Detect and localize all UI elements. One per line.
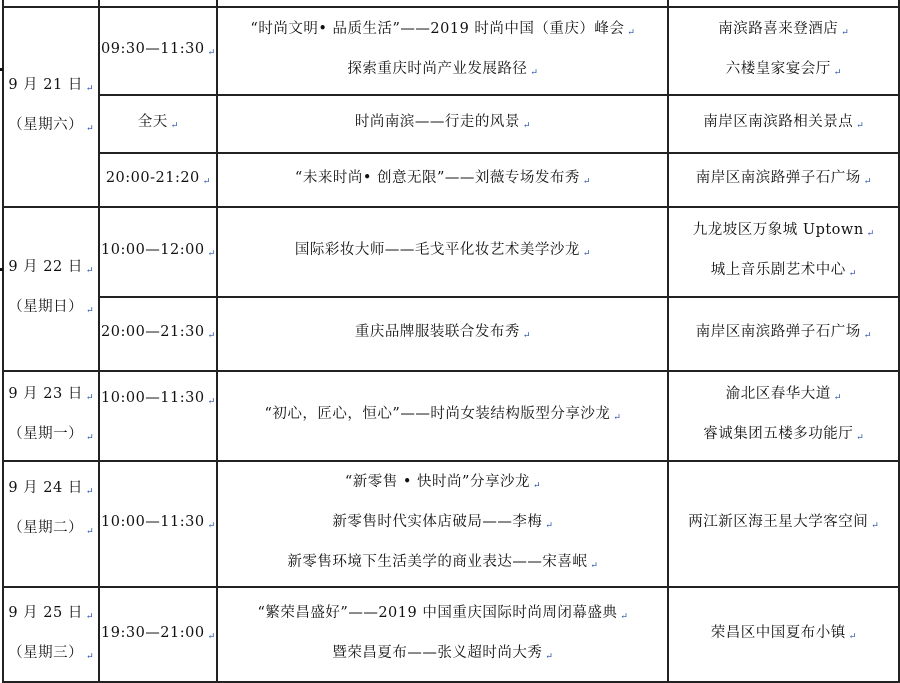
time-cell: 10:00—11:30 ↵ — [99, 461, 217, 587]
time-cell: 10:00—11:30 ↵ — [99, 371, 217, 461]
weekday-label: （星期二） ↵ — [8, 520, 95, 537]
event-cell — [217, 7, 668, 95]
venue-cell: 南岸区南滨路弹子石广场 ↵ — [668, 297, 899, 371]
time-cell — [99, 0, 217, 7]
venue-cell — [668, 7, 899, 95]
date-label: 9 月 25 日 ↵ — [8, 604, 94, 622]
date-label: 9 月 23 日 ↵ — [8, 386, 94, 403]
venue-line: 睿诚集团五楼多功能厅 ↵ — [703, 426, 865, 443]
event-cell: “初心，匠心，恒心”——时尚女装结构版型分享沙龙 ↵ — [217, 371, 668, 461]
event-cell — [217, 0, 668, 7]
venue-line: 六楼皇家宴会厅 ↵ — [725, 61, 842, 78]
event-title: “新零售 • 快时尚”分享沙龙 ↵ — [344, 474, 542, 491]
date-label: 9 月 22 日 ↵ — [8, 259, 94, 276]
event-cell — [217, 461, 668, 587]
venue-line: 南滨路喜来登酒店 ↵ — [718, 21, 850, 38]
event-cell: 重庆品牌服装联合发布秀 ↵ — [217, 297, 668, 371]
venue-cell: 南岸区南滨路弹子石广场 ↵ — [668, 153, 899, 207]
table-row — [3, 371, 899, 461]
weekday-label: （星期六） ↵ — [8, 117, 95, 134]
time-cell: 10:00—12:00 ↵ — [99, 207, 217, 297]
event-cell: 时尚南滨——行走的风景 ↵ — [217, 95, 668, 153]
time-cell: 20:00-21:20 ↵ — [99, 153, 217, 207]
event-schedule-table — [2, 0, 900, 683]
event-cell: “未来时尚• 创意无限”——刘薇专场发布秀 ↵ — [217, 153, 668, 207]
date-cell — [3, 207, 99, 371]
margin-dot — [0, 68, 3, 71]
event-subtitle: 暨荣昌夏布——张义超时尚大秀 ↵ — [332, 644, 554, 662]
table-row — [3, 95, 899, 153]
venue-cell — [668, 371, 899, 461]
table-row — [3, 461, 899, 587]
event-cell — [217, 587, 668, 682]
venue-line: 城上音乐剧艺术中心 ↵ — [710, 262, 857, 279]
date-cell — [3, 587, 99, 682]
weekday-label: （星期三） ↵ — [8, 644, 95, 662]
event-title: “时尚文明• 品质生活”——2019 时尚中国（重庆）峰会 ↵ — [250, 21, 636, 38]
date-cell — [3, 0, 99, 7]
table-row — [3, 297, 899, 371]
date-label: 9 月 21 日 ↵ — [8, 77, 94, 94]
date-label: 9 月 24 日 ↵ — [8, 480, 94, 497]
table-row — [3, 153, 899, 207]
venue-cell: 荣昌区中国夏布小镇 ↵ — [668, 587, 899, 682]
venue-cell — [668, 0, 899, 7]
margin-dot — [0, 268, 3, 271]
venue-cell — [668, 207, 899, 297]
time-cell: 19:30—21:00 ↵ — [99, 587, 217, 682]
event-title: “繁荣昌盛好”——2019 中国重庆国际时尚周闭幕盛典 ↵ — [257, 604, 629, 622]
venue-line: 九龙坡区万象城 Uptown ↵ — [692, 222, 875, 239]
weekday-label: （星期日） ↵ — [8, 299, 95, 316]
date-cell — [3, 461, 99, 587]
weekday-label: （星期一） ↵ — [8, 426, 95, 443]
time-cell: 全天 ↵ — [99, 95, 217, 153]
date-cell — [3, 371, 99, 461]
time-cell: 20:00—21:30 ↵ — [99, 297, 217, 371]
event-subtitle: 新零售时代实体店破局——李梅 ↵ — [332, 514, 554, 531]
table-row — [3, 207, 899, 297]
event-subtitle: 探索重庆时尚产业发展路径 ↵ — [347, 61, 539, 78]
time-cell: 09:30—11:30 ↵ — [99, 7, 217, 95]
venue-line: 渝北区春华大道 ↵ — [725, 386, 842, 403]
table-row — [3, 7, 899, 95]
table-row — [3, 587, 899, 682]
table-row-partial — [3, 0, 899, 7]
event-subtitle: 新零售环境下生活美学的商业表达——宋喜岷 ↵ — [287, 554, 599, 571]
event-cell: 国际彩妆大师——毛戈平化妆艺术美学沙龙 ↵ — [217, 207, 668, 297]
venue-cell: 两江新区海王星大学客空间 ↵ — [668, 461, 899, 587]
date-cell — [3, 7, 99, 207]
venue-cell: 南岸区南滨路相关景点 ↵ — [668, 95, 899, 153]
